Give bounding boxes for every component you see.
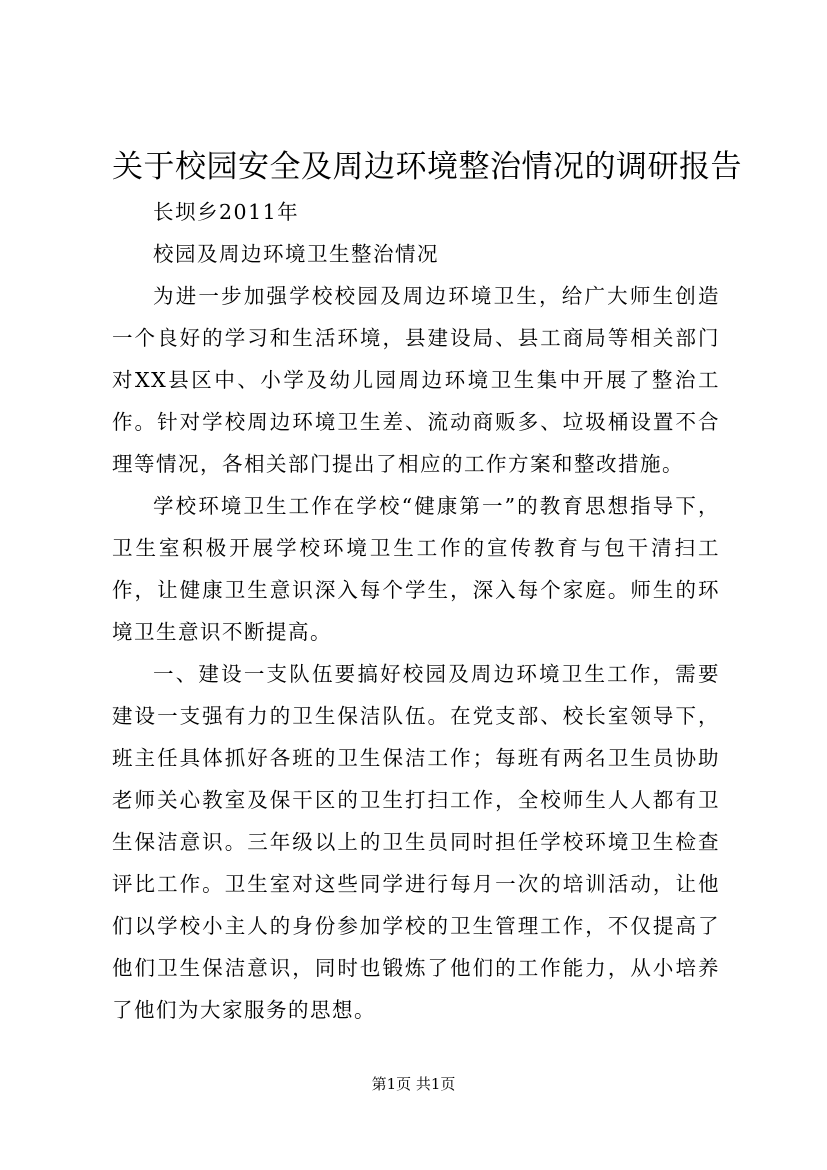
- paragraph-date: 长坝乡2011年: [153, 200, 300, 224]
- paragraph-subtitle: 校园及周边环境卫生整治情况: [153, 242, 439, 266]
- page-footer: 第1页 共1页: [371, 1075, 456, 1093]
- paragraph-intro: 为进一步加强学校校园及周边环境卫生，给广大师生创造一个良好的学习和生活环境，县建设局、县工商局等相关部门对XX县区中、小学及幼儿园周边环境卫生集中开展了整治工作。针对学校周边环境卫生差、流动商贩多、垃圾桶设置不合理等情况，各相关部门提出了相应的工作方案和整改措施。: [112, 284, 720, 476]
- paragraph-team-building: 一、建设一支队伍要搞好校园及周边环境卫生工作，需要建设一支强有力的卫生保洁队伍。在党支部、校长室领导下，班主任具体抓好各班的卫生保洁工作；每班有两名卫生员协助老师关心教室及保干区的卫生打扫工作，全校师生人人都有卫生保洁意识。三年级以上的卫生员同时担任学校环境卫生检查评比工作。卫生室对这些同学进行每月一次的培训活动，让他们以学校小主人的身份参加学校的卫生管理工作，不仅提高了他们卫生保洁意识，同时也锻炼了他们的工作能力，从小培养了他们为大家服务的思想。: [112, 662, 720, 1022]
- document-body: [112, 191, 720, 1031]
- document-title: 关于校园安全及周边环境整治情况的调研报告: [112, 149, 742, 185]
- paragraph-health-education: 学校环境卫生工作在学校“健康第一”的教育思想指导下，卫生室积极开展学校环境卫生工作的宣传教育与包干清扫工作，让健康卫生意识深入每个学生，深入每个家庭。师生的环境卫生意识不断提高。: [112, 494, 720, 644]
